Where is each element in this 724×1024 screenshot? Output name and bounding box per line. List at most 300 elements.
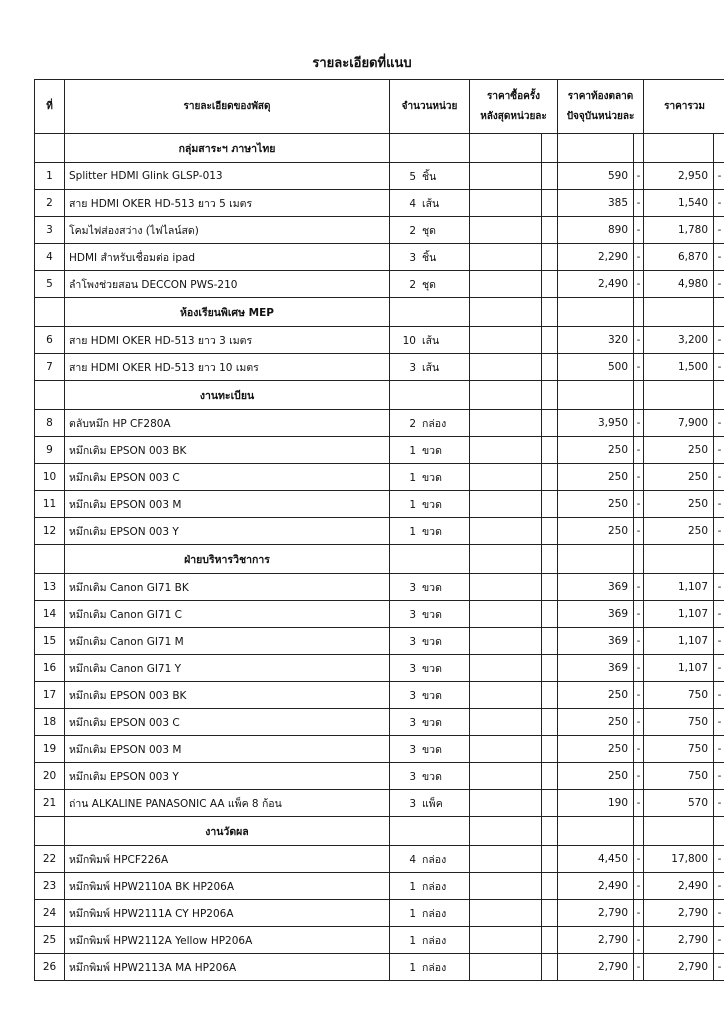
item-market-price: 385: [558, 190, 634, 217]
item-last-price-satang: [542, 601, 558, 628]
item-quantity: 1: [409, 471, 416, 484]
item-quantity-cell: [390, 271, 470, 298]
item-market-price-satang: -: [634, 927, 644, 954]
item-market-price: 250: [558, 437, 634, 464]
item-last-price-satang: [542, 736, 558, 763]
item-description: Splitter HDMI Glink GLSP-013: [65, 163, 390, 190]
section-empty-cell: [644, 298, 714, 327]
section-row: [35, 134, 724, 163]
item-last-price: [470, 163, 542, 190]
item-market-price-satang: -: [634, 655, 644, 682]
header-market-price: [558, 80, 644, 134]
item-last-price: [470, 354, 542, 381]
item-unit: กล่อง: [422, 417, 447, 430]
item-total-satang: -: [714, 655, 724, 682]
item-total-satang: -: [714, 163, 724, 190]
item-unit: กล่อง: [422, 880, 447, 893]
item-last-price: [470, 190, 542, 217]
item-market-price: 250: [558, 709, 634, 736]
item-total: 750: [644, 682, 714, 709]
items-table: [34, 79, 724, 981]
item-total: 1,107: [644, 655, 714, 682]
item-market-price: 369: [558, 601, 634, 628]
item-description: ตลับหมึก HP CF280A: [65, 410, 390, 437]
item-last-price: [470, 763, 542, 790]
item-quantity: 3: [409, 361, 416, 374]
item-market-price-satang: -: [634, 217, 644, 244]
item-no: 13: [35, 574, 65, 601]
item-last-price-satang: [542, 491, 558, 518]
item-total: 3,200: [644, 327, 714, 354]
item-last-price: [470, 601, 542, 628]
item-last-price-satang: [542, 464, 558, 491]
item-total: 2,950: [644, 163, 714, 190]
item-last-price-satang: [542, 271, 558, 298]
item-quantity-cell: [390, 628, 470, 655]
item-unit: ขวด: [422, 471, 442, 484]
item-no: 23: [35, 873, 65, 900]
item-total-satang: -: [714, 491, 724, 518]
item-quantity-cell: [390, 736, 470, 763]
table-row: [35, 217, 724, 244]
section-empty-cell: [634, 545, 644, 574]
item-no: 24: [35, 900, 65, 927]
item-unit: กล่อง: [422, 961, 447, 974]
item-total-satang: -: [714, 601, 724, 628]
item-quantity-cell: [390, 217, 470, 244]
item-quantity: 3: [409, 251, 416, 264]
item-market-price: 190: [558, 790, 634, 817]
item-quantity: 1: [409, 961, 416, 974]
item-no: 14: [35, 601, 65, 628]
item-quantity-cell: [390, 900, 470, 927]
section-empty-cell: [470, 381, 542, 410]
item-last-price-satang: [542, 709, 558, 736]
item-last-price: [470, 628, 542, 655]
section-empty-cell: [542, 134, 558, 163]
item-last-price: [470, 271, 542, 298]
item-total: 7,900: [644, 410, 714, 437]
item-no: 11: [35, 491, 65, 518]
item-quantity-cell: [390, 464, 470, 491]
table-row: [35, 574, 724, 601]
item-last-price-satang: [542, 682, 558, 709]
item-quantity: 3: [409, 608, 416, 621]
item-unit: ขวด: [422, 498, 442, 511]
item-market-price-satang: -: [634, 190, 644, 217]
item-total: 1,107: [644, 574, 714, 601]
item-no: 6: [35, 327, 65, 354]
item-unit: ขวด: [422, 635, 442, 648]
item-quantity-cell: [390, 927, 470, 954]
item-quantity-cell: [390, 437, 470, 464]
item-last-price: [470, 491, 542, 518]
item-unit: ชิ้น: [422, 251, 437, 264]
item-no: 2: [35, 190, 65, 217]
item-total-satang: -: [714, 327, 724, 354]
table-row: [35, 763, 724, 790]
item-total: 1,107: [644, 628, 714, 655]
item-market-price: 250: [558, 491, 634, 518]
section-empty-cell: [644, 545, 714, 574]
section-empty-cell: [558, 298, 634, 327]
section-no-cell: [35, 134, 65, 163]
item-quantity-cell: [390, 655, 470, 682]
item-quantity: 3: [409, 716, 416, 729]
item-last-price: [470, 217, 542, 244]
item-last-price-satang: [542, 354, 558, 381]
item-quantity: 3: [409, 662, 416, 675]
item-quantity-cell: [390, 244, 470, 271]
item-quantity: 3: [409, 689, 416, 702]
item-last-price-satang: [542, 217, 558, 244]
item-description: หมึกเติม Canon GI71 M: [65, 628, 390, 655]
item-market-price: 250: [558, 682, 634, 709]
item-total-satang: -: [714, 217, 724, 244]
section-empty-cell: [390, 817, 470, 846]
item-total: 2,790: [644, 927, 714, 954]
item-total-satang: -: [714, 682, 724, 709]
item-total: 1,780: [644, 217, 714, 244]
item-total-satang: -: [714, 437, 724, 464]
item-last-price: [470, 327, 542, 354]
item-no: 26: [35, 954, 65, 981]
section-no-cell: [35, 545, 65, 574]
item-quantity-cell: [390, 354, 470, 381]
item-market-price: 2,790: [558, 954, 634, 981]
item-total: 250: [644, 437, 714, 464]
item-last-price: [470, 736, 542, 763]
item-unit: ขวด: [422, 689, 442, 702]
item-market-price: 2,290: [558, 244, 634, 271]
item-no: 1: [35, 163, 65, 190]
item-quantity: 1: [409, 525, 416, 538]
item-last-price-satang: [542, 190, 558, 217]
item-no: 15: [35, 628, 65, 655]
item-total: 1,540: [644, 190, 714, 217]
item-last-price: [470, 709, 542, 736]
section-row: [35, 298, 724, 327]
section-empty-cell: [390, 545, 470, 574]
item-market-price-satang: -: [634, 628, 644, 655]
item-total: 2,490: [644, 873, 714, 900]
table-row: [35, 954, 724, 981]
item-quantity: 1: [409, 444, 416, 457]
table-row: [35, 736, 724, 763]
item-no: 17: [35, 682, 65, 709]
item-unit: ขวด: [422, 581, 442, 594]
item-market-price: 2,790: [558, 900, 634, 927]
item-description: หมึกพิมพ์ HPW2111A CY HP206A: [65, 900, 390, 927]
page-title: รายละเอียดที่แนบ: [312, 56, 412, 71]
item-last-price: [470, 927, 542, 954]
item-last-price-satang: [542, 574, 558, 601]
item-quantity-cell: [390, 601, 470, 628]
item-total: 4,980: [644, 271, 714, 298]
item-description: หมึกเติม EPSON 003 Y: [65, 763, 390, 790]
item-total: 1,107: [644, 601, 714, 628]
item-last-price: [470, 464, 542, 491]
item-market-price: 369: [558, 655, 634, 682]
item-description: หมึกเติม Canon GI71 Y: [65, 655, 390, 682]
item-quantity: 3: [409, 635, 416, 648]
item-quantity: 3: [409, 797, 416, 810]
item-total-satang: -: [714, 190, 724, 217]
table-row: [35, 491, 724, 518]
table-row: [35, 873, 724, 900]
table-row: [35, 900, 724, 927]
item-total-satang: -: [714, 518, 724, 545]
section-empty-cell: [470, 817, 542, 846]
table-row: [35, 190, 724, 217]
item-last-price: [470, 574, 542, 601]
item-market-price-satang: -: [634, 271, 644, 298]
item-last-price-satang: [542, 846, 558, 873]
section-empty-cell: [542, 381, 558, 410]
item-total-satang: -: [714, 954, 724, 981]
section-row: [35, 545, 724, 574]
item-no: 3: [35, 217, 65, 244]
item-quantity: 1: [409, 934, 416, 947]
item-market-price: 590: [558, 163, 634, 190]
item-market-price-satang: -: [634, 491, 644, 518]
item-description: ลำโพงช่วยสอน DECCON PWS-210: [65, 271, 390, 298]
item-quantity-cell: [390, 518, 470, 545]
item-market-price-satang: -: [634, 954, 644, 981]
item-quantity: 2: [409, 224, 416, 237]
item-total-satang: -: [714, 790, 724, 817]
item-total-satang: -: [714, 873, 724, 900]
item-description: หมึกพิมพ์ HPCF226A: [65, 846, 390, 873]
table-row: [35, 410, 724, 437]
header-total: ราคารวม: [644, 80, 724, 134]
item-last-price-satang: [542, 327, 558, 354]
item-quantity-cell: [390, 190, 470, 217]
section-heading: ฝ่ายบริหารวิชาการ: [65, 545, 390, 574]
item-unit: ขวด: [422, 608, 442, 621]
item-market-price-satang: -: [634, 574, 644, 601]
item-last-price-satang: [542, 244, 558, 271]
item-total: 250: [644, 464, 714, 491]
item-unit: เส้น: [422, 334, 440, 347]
section-heading: กลุ่มสาระฯ ภาษาไทย: [65, 134, 390, 163]
header-description: รายละเอียดของพัสดุ: [65, 80, 390, 134]
item-market-price: 3,950: [558, 410, 634, 437]
item-description: หมึกเติม EPSON 003 M: [65, 491, 390, 518]
item-total: 250: [644, 491, 714, 518]
section-row: [35, 817, 724, 846]
section-empty-cell: [390, 298, 470, 327]
item-quantity: 3: [409, 743, 416, 756]
item-description: หมึกเติม Canon GI71 BK: [65, 574, 390, 601]
header-last-price: [470, 80, 558, 134]
item-market-price-satang: -: [634, 790, 644, 817]
item-last-price-satang: [542, 954, 558, 981]
item-total-satang: -: [714, 464, 724, 491]
item-quantity-cell: [390, 574, 470, 601]
item-unit: ขวด: [422, 525, 442, 538]
section-no-cell: [35, 381, 65, 410]
section-empty-cell: [542, 817, 558, 846]
item-last-price-satang: [542, 437, 558, 464]
item-last-price-satang: [542, 410, 558, 437]
header-quantity: จำนวนหน่วย: [390, 80, 470, 134]
section-empty-cell: [470, 134, 542, 163]
item-market-price-satang: -: [634, 846, 644, 873]
table-header-row: [35, 80, 724, 134]
item-no: 5: [35, 271, 65, 298]
item-unit: ชิ้น: [422, 170, 437, 183]
item-market-price: 320: [558, 327, 634, 354]
item-no: 18: [35, 709, 65, 736]
item-no: 20: [35, 763, 65, 790]
item-quantity: 2: [409, 417, 416, 430]
item-last-price-satang: [542, 655, 558, 682]
item-quantity: 4: [409, 197, 416, 210]
item-total: 17,800: [644, 846, 714, 873]
item-last-price-satang: [542, 900, 558, 927]
header-last-price-line2: หลังสุดหน่วยละ: [480, 110, 547, 122]
item-description: หมึกเติม EPSON 003 M: [65, 736, 390, 763]
item-description: หมึกเติม EPSON 003 BK: [65, 682, 390, 709]
item-market-price: 500: [558, 354, 634, 381]
item-total: 750: [644, 763, 714, 790]
table-row: [35, 601, 724, 628]
item-market-price: 2,790: [558, 927, 634, 954]
item-no: 19: [35, 736, 65, 763]
item-total-satang: -: [714, 628, 724, 655]
item-quantity: 1: [409, 498, 416, 511]
header-market-price-line2: ปัจจุบันหน่วยละ: [566, 110, 635, 122]
item-quantity-cell: [390, 873, 470, 900]
item-unit: ขวด: [422, 662, 442, 675]
item-quantity-cell: [390, 163, 470, 190]
item-quantity-cell: [390, 709, 470, 736]
section-heading: งานทะเบียน: [65, 381, 390, 410]
item-quantity: 5: [409, 170, 416, 183]
item-no: 4: [35, 244, 65, 271]
item-last-price: [470, 410, 542, 437]
item-market-price-satang: -: [634, 464, 644, 491]
item-last-price: [470, 437, 542, 464]
item-description: หมึกพิมพ์ HPW2110A BK HP206A: [65, 873, 390, 900]
item-no: 8: [35, 410, 65, 437]
section-no-cell: [35, 298, 65, 327]
item-no: 22: [35, 846, 65, 873]
item-market-price: 369: [558, 574, 634, 601]
section-empty-cell: [714, 134, 724, 163]
item-market-price-satang: -: [634, 900, 644, 927]
item-last-price-satang: [542, 873, 558, 900]
item-market-price-satang: -: [634, 873, 644, 900]
section-empty-cell: [390, 381, 470, 410]
item-market-price: 4,450: [558, 846, 634, 873]
item-last-price-satang: [542, 763, 558, 790]
item-market-price-satang: -: [634, 736, 644, 763]
item-last-price: [470, 682, 542, 709]
section-empty-cell: [714, 545, 724, 574]
item-market-price: 250: [558, 518, 634, 545]
item-no: 21: [35, 790, 65, 817]
header-market-price-line1: ราคาท้องตลาด: [567, 90, 634, 102]
item-unit: กล่อง: [422, 934, 447, 947]
item-market-price: 369: [558, 628, 634, 655]
section-empty-cell: [644, 134, 714, 163]
item-total: 250: [644, 518, 714, 545]
item-unit: ขวด: [422, 770, 442, 783]
item-market-price-satang: -: [634, 601, 644, 628]
item-last-price-satang: [542, 163, 558, 190]
item-no: 16: [35, 655, 65, 682]
table-row: [35, 244, 724, 271]
item-market-price-satang: -: [634, 763, 644, 790]
table-row: [35, 790, 724, 817]
item-no: 12: [35, 518, 65, 545]
table-row: [35, 464, 724, 491]
item-description: หมึกเติม EPSON 003 C: [65, 709, 390, 736]
item-unit: เส้น: [422, 197, 440, 210]
item-quantity-cell: [390, 790, 470, 817]
table-row: [35, 163, 724, 190]
item-market-price-satang: -: [634, 327, 644, 354]
item-description: สาย HDMI OKER HD-513 ยาว 10 เมตร: [65, 354, 390, 381]
item-quantity: 10: [402, 334, 416, 347]
section-empty-cell: [714, 298, 724, 327]
item-market-price-satang: -: [634, 354, 644, 381]
item-market-price: 250: [558, 763, 634, 790]
item-last-price: [470, 900, 542, 927]
section-heading: ห้องเรียนพิเศษ MEP: [65, 298, 390, 327]
item-total-satang: -: [714, 846, 724, 873]
item-quantity: 1: [409, 907, 416, 920]
table-row: [35, 846, 724, 873]
item-total-satang: -: [714, 736, 724, 763]
item-total-satang: -: [714, 354, 724, 381]
item-total-satang: -: [714, 900, 724, 927]
item-last-price-satang: [542, 628, 558, 655]
section-row: [35, 381, 724, 410]
item-total-satang: -: [714, 410, 724, 437]
section-empty-cell: [644, 817, 714, 846]
table-row: [35, 437, 724, 464]
item-last-price: [470, 244, 542, 271]
section-empty-cell: [634, 134, 644, 163]
table-row: [35, 682, 724, 709]
item-market-price-satang: -: [634, 244, 644, 271]
table-row: [35, 927, 724, 954]
section-heading: งานวัดผล: [65, 817, 390, 846]
item-market-price: 250: [558, 736, 634, 763]
table-row: [35, 518, 724, 545]
item-total-satang: -: [714, 244, 724, 271]
item-total: 750: [644, 736, 714, 763]
item-last-price: [470, 873, 542, 900]
section-empty-cell: [558, 817, 634, 846]
item-last-price-satang: [542, 518, 558, 545]
item-quantity: 4: [409, 853, 416, 866]
section-empty-cell: [542, 545, 558, 574]
item-last-price: [470, 790, 542, 817]
item-description: โคมไฟส่องสว่าง (ไฟไลน์สด): [65, 217, 390, 244]
item-description: หมึกเติม EPSON 003 Y: [65, 518, 390, 545]
item-market-price-satang: -: [634, 682, 644, 709]
item-quantity-cell: [390, 682, 470, 709]
table-row: [35, 628, 724, 655]
item-description: HDMI สำหรับเชื่อมต่อ ipad: [65, 244, 390, 271]
section-empty-cell: [542, 298, 558, 327]
section-empty-cell: [644, 381, 714, 410]
item-total-satang: -: [714, 927, 724, 954]
